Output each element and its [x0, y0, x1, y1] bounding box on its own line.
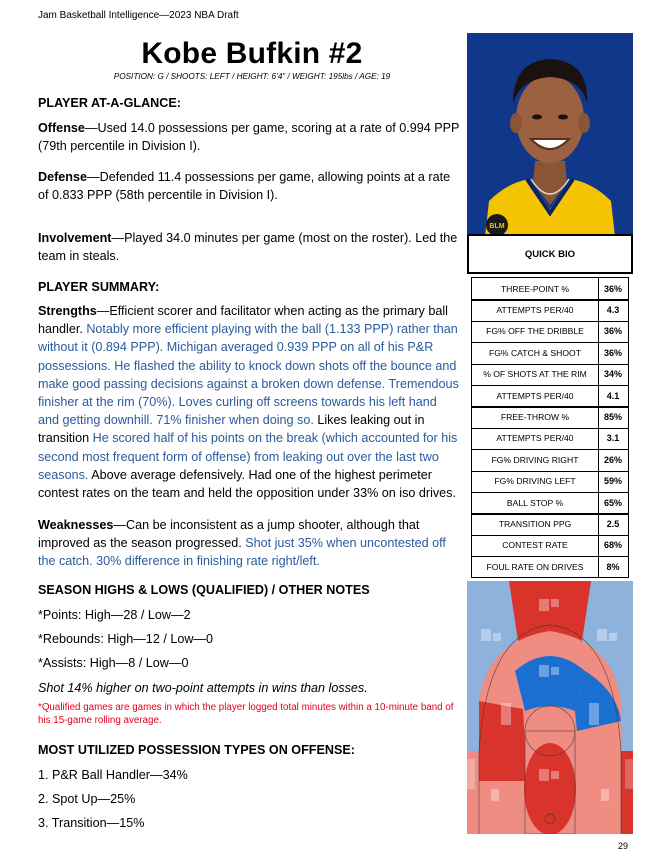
strengths-text-1: —Efficient scorer and facilitator when acting as the primary ball handler. [38, 304, 448, 337]
involvement-paragraph [38, 229, 460, 265]
player-photo [467, 33, 633, 237]
offense-label: Offense [38, 121, 85, 135]
stat-value: 4.3 [606, 305, 620, 316]
offense-paragraph [38, 119, 460, 155]
highs-heading: SEASON HIGHS & LOWS (QUALIFIED) / OTHER NOTES [38, 583, 370, 597]
involvement-text: —Played 34.0 minutes per game (most on the roster). Led the team in steals. [38, 231, 458, 264]
stat-label: THREE-POINT % [500, 283, 570, 294]
stat-label: % OF SHOTS AT THE RIM [483, 369, 587, 380]
strengths-text-2: Notably more efficient playing with the ball (1.133 PPP) rather than without it (0.894 PPP). Michigan averaged 0.939 PPP on all of his P&R possessions. He flashed the ability to knock down shots off the bounce and make good passing decisions against a broken down defense. Tremendous finisher at the rim (70%). Loves curling off screens towards his left hand and getting downhill. 71% finisher when doing so. [38, 322, 459, 428]
stat-row-divider [472, 321, 628, 322]
stat-label: FG% DRIVING RIGHT [491, 454, 579, 465]
defense-label: Defense [38, 170, 87, 184]
weaknesses-label: Weaknesses [38, 518, 114, 532]
stat-label: FOUL RATE ON DRIVES [486, 561, 584, 572]
stat-row-divider [472, 364, 628, 365]
stat-row-divider [472, 299, 628, 300]
stat-value: 4.1 [606, 390, 620, 401]
possessions-heading: MOST UTILIZED POSSESSION TYPES ON OFFENSE: [38, 743, 355, 757]
defense-text: —Defended 11.4 possessions per game, allowing points at a rate of 0.833 PPP (58th percentile in Division I). [38, 170, 451, 203]
offense-text: —Used 14.0 possessions per game, scoring at a rate of 0.994 PPP (79th percentile in Division I). [38, 121, 460, 154]
assists-high-low: *Assists: High—8 / Low—0 [38, 656, 189, 670]
stat-value: 36% [603, 326, 622, 337]
points-high-low: *Points: High—28 / Low—2 [38, 608, 191, 622]
weaknesses-paragraph [38, 516, 460, 571]
shot-chart [467, 581, 633, 834]
strengths-text-3: Likes leaking out in transition [38, 413, 425, 446]
publication-header: Jam Basketball Intelligence—2023 NBA Draft [38, 10, 239, 21]
stat-label: FG% OFF THE DRIBBLE [486, 326, 584, 337]
stat-value: 8% [606, 561, 620, 572]
glance-heading: PLAYER AT-A-GLANCE: [38, 96, 181, 110]
stat-label: TRANSITION PPG [498, 519, 572, 530]
stat-row-divider [472, 471, 628, 472]
stat-row [472, 492, 628, 513]
jersey-patch-text: BLM [489, 223, 505, 230]
stat-value: 59% [603, 476, 622, 487]
stat-value: 26% [603, 454, 622, 465]
stat-label: CONTEST RATE [502, 540, 568, 551]
stat-row-divider [472, 385, 628, 386]
possession-item: 3. Transition—15% [38, 816, 145, 830]
stat-row-divider [472, 428, 628, 429]
summary-heading: PLAYER SUMMARY: [38, 280, 160, 294]
stat-row-divider [472, 556, 628, 557]
stat-value: 2.5 [606, 519, 620, 530]
stat-row [472, 406, 628, 427]
quick-bio-stats-table [471, 277, 629, 578]
stat-row [472, 299, 628, 320]
player-name: Kobe Bufkin #2 [141, 37, 363, 70]
stat-row [472, 428, 628, 449]
strengths-text-5: Above average defensively. Had one of the highest perimeter contest rates on the team and held the opposition under 33% on iso drives. [38, 467, 456, 501]
court-region-rim [524, 743, 576, 834]
two-point-note: Shot 14% higher on two-point attempts in wins than losses. [38, 681, 368, 695]
page-number: 29 [617, 841, 628, 851]
stat-label: FREE-THROW % [500, 412, 570, 423]
stat-row [472, 342, 628, 363]
defense-paragraph [38, 168, 460, 204]
player-meta: POSITION: G / SHOOTS: LEFT / HEIGHT: 6’4” / WEIGHT: 195lbs / AGE: 19 [113, 72, 391, 81]
qualified-note: *Qualified games are games in which the player logged total minutes within a 10-minute band of his 15-game rolling average. [38, 702, 454, 726]
stat-row [472, 364, 628, 385]
shot-chart-court [467, 581, 633, 834]
stat-label: BALL STOP % [506, 497, 564, 508]
possession-item: 2. Spot Up—25% [38, 792, 136, 806]
weaknesses-text-2: Shot just 35% when uncontested off the catch. 30% difference in finishing rate right/left. [38, 536, 446, 569]
strengths-label: Strengths [38, 304, 97, 318]
stat-row-divider [472, 449, 628, 450]
stat-row [472, 535, 628, 556]
stat-row [472, 556, 628, 577]
player-portrait-illustration [467, 33, 633, 237]
involvement-label: Involvement [38, 231, 112, 245]
strengths-text-4: He scored half of his points on the break (which accounted for his second most frequent form of offense) from leaking out over the last two seasons. [38, 431, 458, 482]
stat-value: 65% [603, 497, 622, 508]
stat-row-divider [472, 535, 628, 536]
stat-value: 36% [603, 347, 622, 358]
stat-label: ATTEMPTS PER/40 [496, 305, 574, 316]
stat-value: 68% [603, 540, 622, 551]
stat-row-divider [472, 492, 628, 493]
stat-row [472, 385, 628, 406]
stat-row [472, 278, 628, 299]
stat-row-divider [472, 406, 628, 407]
stat-row [472, 471, 628, 492]
stat-row [472, 513, 628, 534]
stat-label: FG% DRIVING LEFT [494, 476, 576, 487]
rebounds-high-low: *Rebounds: High—12 / Low—0 [38, 632, 214, 646]
stat-value: 3.1 [606, 433, 620, 444]
stat-label: ATTEMPTS PER/40 [496, 433, 574, 444]
stat-row [472, 449, 628, 470]
stat-label: FG% CATCH & SHOOT [489, 347, 581, 358]
stat-label: ATTEMPTS PER/40 [496, 390, 574, 401]
court-region-elbow [515, 656, 585, 711]
stat-row [472, 321, 628, 342]
stat-row-divider [472, 513, 628, 514]
possession-item: 1. P&R Ball Handler—34% [38, 768, 188, 782]
stat-row-divider [472, 342, 628, 343]
strengths-paragraph [38, 302, 460, 502]
stat-value: 36% [603, 283, 622, 294]
weaknesses-text-1: —Can be inconsistent as a jump shooter, although that improved as the season progressed. [38, 518, 420, 551]
stat-value: 85% [603, 412, 622, 423]
quick-bio-title: QUICK BIO [467, 234, 633, 274]
stat-value: 34% [603, 369, 622, 380]
